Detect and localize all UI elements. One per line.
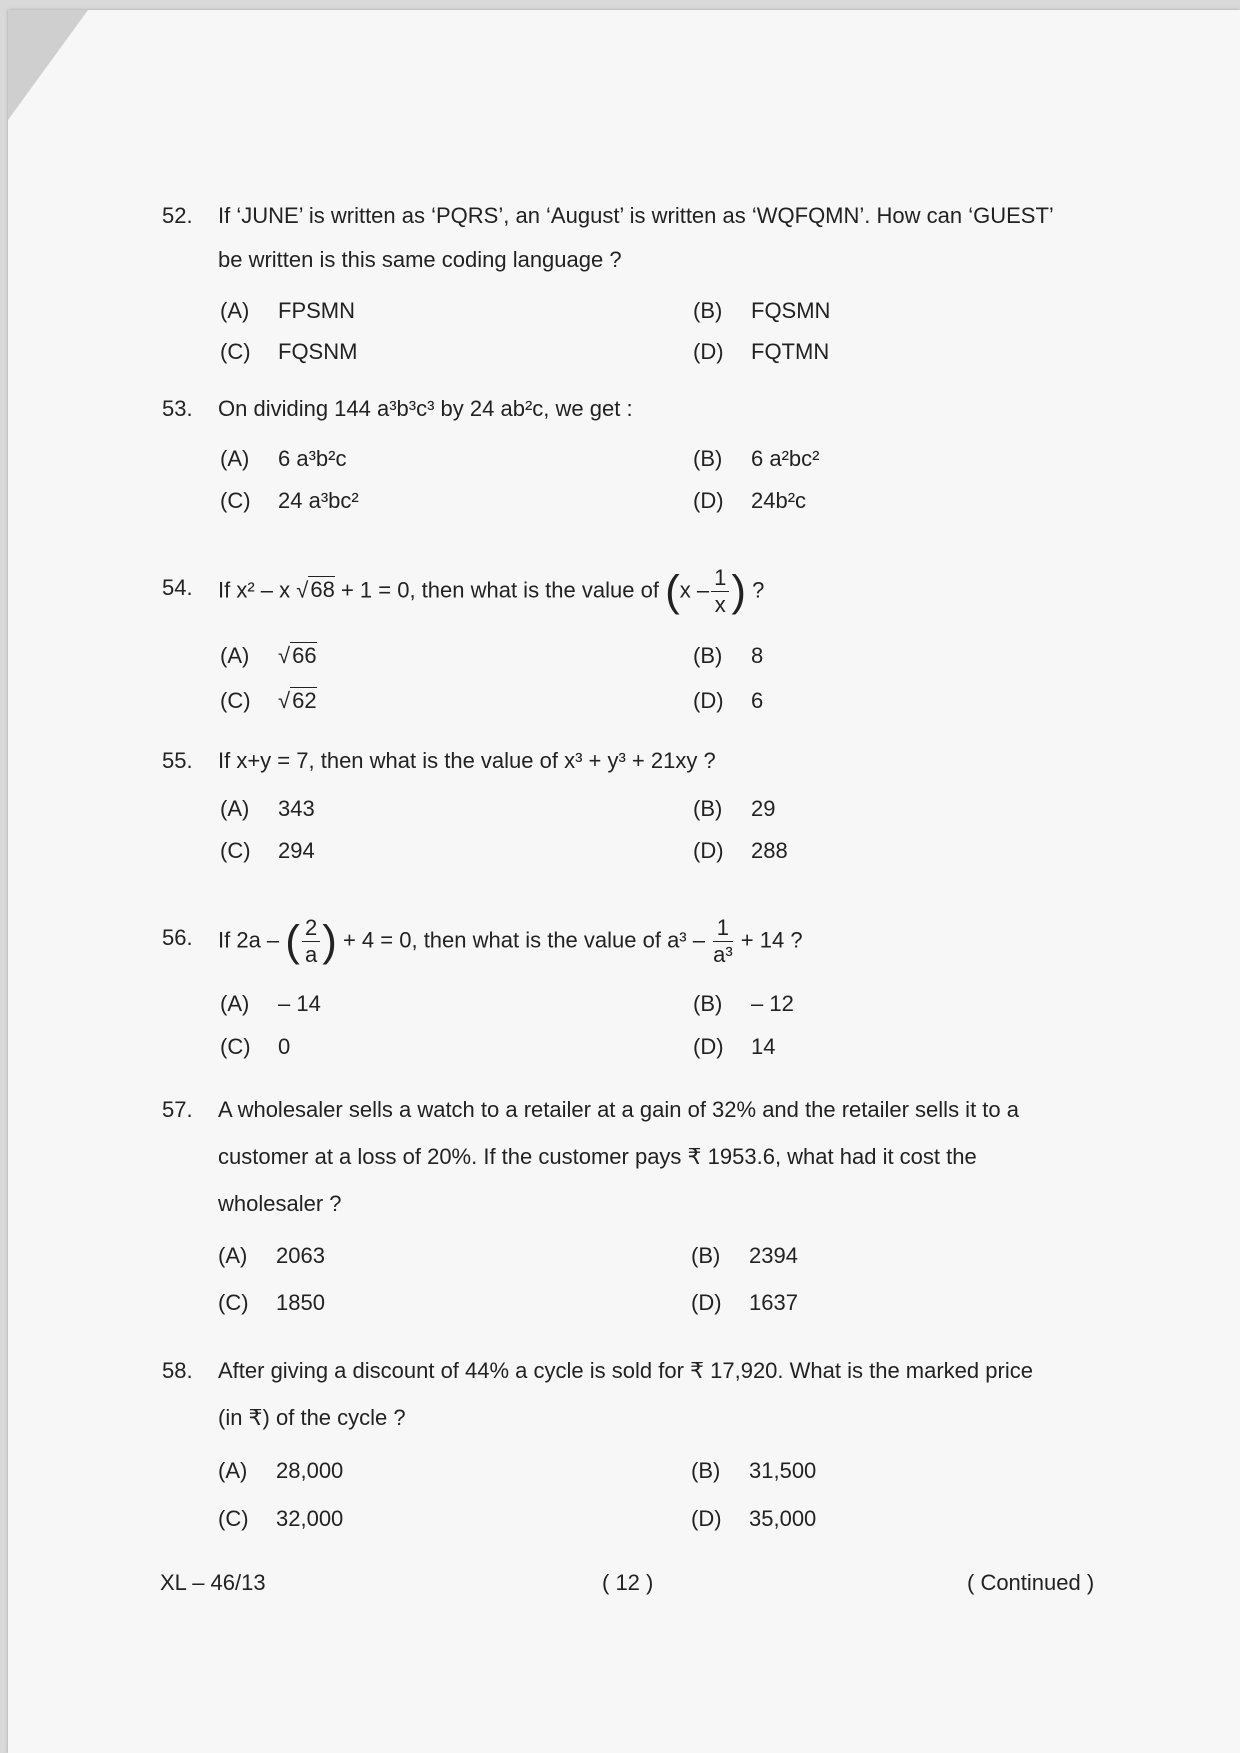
fraction xyxy=(302,915,320,968)
option-text: 6 a³b²c xyxy=(278,446,347,471)
option-d[interactable] xyxy=(693,838,788,864)
option-b[interactable] xyxy=(693,643,763,669)
option-text: 1850 xyxy=(276,1290,325,1315)
question-number: 55. xyxy=(162,748,193,773)
option-text: 66 xyxy=(292,643,317,668)
option-label: (C) xyxy=(218,1506,249,1531)
option-c[interactable] xyxy=(220,688,317,714)
option-text: 32,000 xyxy=(276,1506,344,1531)
option-label: (D) xyxy=(693,1034,724,1059)
option-text: FQTMN xyxy=(751,339,830,364)
option-text: 343 xyxy=(278,796,315,821)
stem-text: If 2a – xyxy=(218,927,280,953)
option-label: (A) xyxy=(220,446,250,471)
option-text: 288 xyxy=(751,838,788,863)
stem-text: + 4 = 0, then what is the value of a³ – xyxy=(342,927,705,953)
option-label: (C) xyxy=(220,488,251,513)
option-text: 62 xyxy=(292,688,317,713)
fraction-numerator: 1 xyxy=(713,915,733,942)
option-a[interactable] xyxy=(220,298,355,324)
stem-text: + 14 ? xyxy=(740,927,803,953)
option-b[interactable] xyxy=(693,796,775,822)
option-text: – 12 xyxy=(751,991,794,1016)
option-a[interactable] xyxy=(218,1243,325,1269)
option-text: 294 xyxy=(278,838,315,863)
option-label: (B) xyxy=(691,1458,721,1483)
option-a[interactable] xyxy=(220,643,317,669)
option-label: (D) xyxy=(691,1506,722,1531)
option-d[interactable] xyxy=(693,1034,775,1060)
option-label: (C) xyxy=(220,688,251,713)
question-stem: After giving a discount of 44% a cycle is sold for ₹ 17,920. What is the marked price xyxy=(218,1358,1033,1383)
option-label: (C) xyxy=(220,1034,251,1059)
option-label: (A) xyxy=(220,298,250,323)
option-label: (D) xyxy=(693,488,724,513)
fraction-denominator: a³ xyxy=(713,942,733,967)
option-text: 31,500 xyxy=(749,1458,817,1483)
option-label: (C) xyxy=(220,339,251,364)
option-text: 6 a²bc² xyxy=(751,446,820,471)
question-stem: If ‘JUNE’ is written as ‘PQRS’, an ‘August’ is written as ‘WQFQMN’. How can ‘GUEST’ xyxy=(218,203,1054,228)
option-text: 35,000 xyxy=(749,1506,817,1531)
question-stem: (in ₹) of the cycle ? xyxy=(218,1405,406,1430)
question-stem: If x+y = 7, then what is the value of x³ + y³ + 21xy ? xyxy=(218,748,716,773)
option-text: 24 a³bc² xyxy=(278,488,359,513)
question-stem: A wholesaler sells a watch to a retailer at a gain of 32% and the retailer sells it to a xyxy=(218,1097,1019,1122)
question-number: 53. xyxy=(162,396,193,421)
sqrt-radicand: 68 xyxy=(310,577,335,603)
option-text: FQSMN xyxy=(751,298,831,323)
option-label: (A) xyxy=(218,1458,248,1483)
option-c[interactable] xyxy=(220,838,315,864)
option-a[interactable] xyxy=(220,446,346,472)
question-number: 52. xyxy=(162,203,193,228)
frac-left-text: x – xyxy=(679,577,710,603)
option-c[interactable] xyxy=(220,488,359,514)
option-text: 6 xyxy=(751,688,764,713)
option-b[interactable] xyxy=(691,1458,816,1484)
option-label: (A) xyxy=(220,643,250,668)
page-number: ( 12 ) xyxy=(602,1570,654,1595)
page-corner-fold xyxy=(8,10,88,120)
option-d[interactable] xyxy=(693,688,763,714)
sqrt-sign: √ xyxy=(278,688,291,713)
option-label: (B) xyxy=(693,298,723,323)
option-label: (B) xyxy=(693,991,723,1016)
option-d[interactable] xyxy=(693,339,829,365)
question-number: 57. xyxy=(162,1097,193,1122)
paren-right: ) xyxy=(322,916,337,966)
stem-text: ? xyxy=(752,577,765,603)
fraction-denominator: x xyxy=(714,592,726,617)
option-b[interactable] xyxy=(691,1243,798,1269)
option-label: (B) xyxy=(691,1243,721,1268)
question-number: 56. xyxy=(162,925,193,950)
option-label: (C) xyxy=(218,1290,249,1315)
option-label: (A) xyxy=(220,991,250,1016)
option-c[interactable] xyxy=(218,1506,343,1532)
sqrt-sign: √ xyxy=(296,577,309,603)
option-text: 24b²c xyxy=(751,488,807,513)
option-label: (D) xyxy=(693,838,724,863)
option-d[interactable] xyxy=(693,488,806,514)
option-label: (B) xyxy=(693,643,723,668)
fraction xyxy=(711,565,729,618)
paper-code: XL – 46/13 xyxy=(160,1570,266,1595)
paren-left: ( xyxy=(665,566,680,616)
question-number: 54. xyxy=(162,575,193,600)
option-b[interactable] xyxy=(693,991,794,1017)
question-stem: be written is this same coding language ? xyxy=(218,247,622,272)
sqrt-sign: √ xyxy=(278,643,291,668)
option-d[interactable] xyxy=(691,1506,816,1532)
option-label: (B) xyxy=(693,796,723,821)
option-text: 2063 xyxy=(276,1243,325,1268)
fraction xyxy=(713,915,733,968)
option-text: 29 xyxy=(751,796,776,821)
paren-right: ) xyxy=(731,566,746,616)
question-stem xyxy=(218,915,1108,968)
continued-label: ( Continued ) xyxy=(967,1570,1095,1595)
stem-text: + 1 = 0, then what is the value of xyxy=(340,577,659,603)
fraction-denominator: a xyxy=(304,942,318,967)
question-stem: On dividing 144 a³b³c³ by 24 ab²c, we get : xyxy=(218,396,633,421)
option-text: 8 xyxy=(751,643,764,668)
option-label: (D) xyxy=(693,688,724,713)
paren-left: ( xyxy=(285,916,300,966)
option-label: (D) xyxy=(691,1290,722,1315)
option-c[interactable] xyxy=(220,339,357,365)
option-b[interactable] xyxy=(693,446,819,472)
option-text: FPSMN xyxy=(278,298,355,323)
fraction-numerator: 1 xyxy=(711,565,729,592)
option-a[interactable] xyxy=(218,1458,343,1484)
option-text: – 14 xyxy=(278,991,321,1016)
option-c[interactable] xyxy=(218,1290,325,1316)
option-label: (C) xyxy=(220,838,251,863)
question-stem xyxy=(218,565,1108,618)
option-text: 1637 xyxy=(749,1290,798,1315)
option-a[interactable] xyxy=(220,796,315,822)
option-text: 28,000 xyxy=(276,1458,344,1483)
option-a[interactable] xyxy=(220,991,321,1017)
option-label: (D) xyxy=(693,339,724,364)
option-b[interactable] xyxy=(693,298,830,324)
option-label: (A) xyxy=(218,1243,248,1268)
fraction-numerator: 2 xyxy=(302,915,320,942)
question-stem: wholesaler ? xyxy=(218,1191,342,1216)
option-text: 0 xyxy=(278,1034,291,1059)
option-label: (A) xyxy=(220,796,250,821)
question-stem: customer at a loss of 20%. If the customer pays ₹ 1953.6, what had it cost the xyxy=(218,1144,977,1169)
option-text: 14 xyxy=(751,1034,776,1059)
option-c[interactable] xyxy=(220,1034,290,1060)
option-text: FQSNM xyxy=(278,339,358,364)
option-label: (B) xyxy=(693,446,723,471)
option-text: 2394 xyxy=(749,1243,798,1268)
stem-text: If x² – x xyxy=(218,577,291,603)
option-d[interactable] xyxy=(691,1290,798,1316)
question-number: 58. xyxy=(162,1358,193,1383)
